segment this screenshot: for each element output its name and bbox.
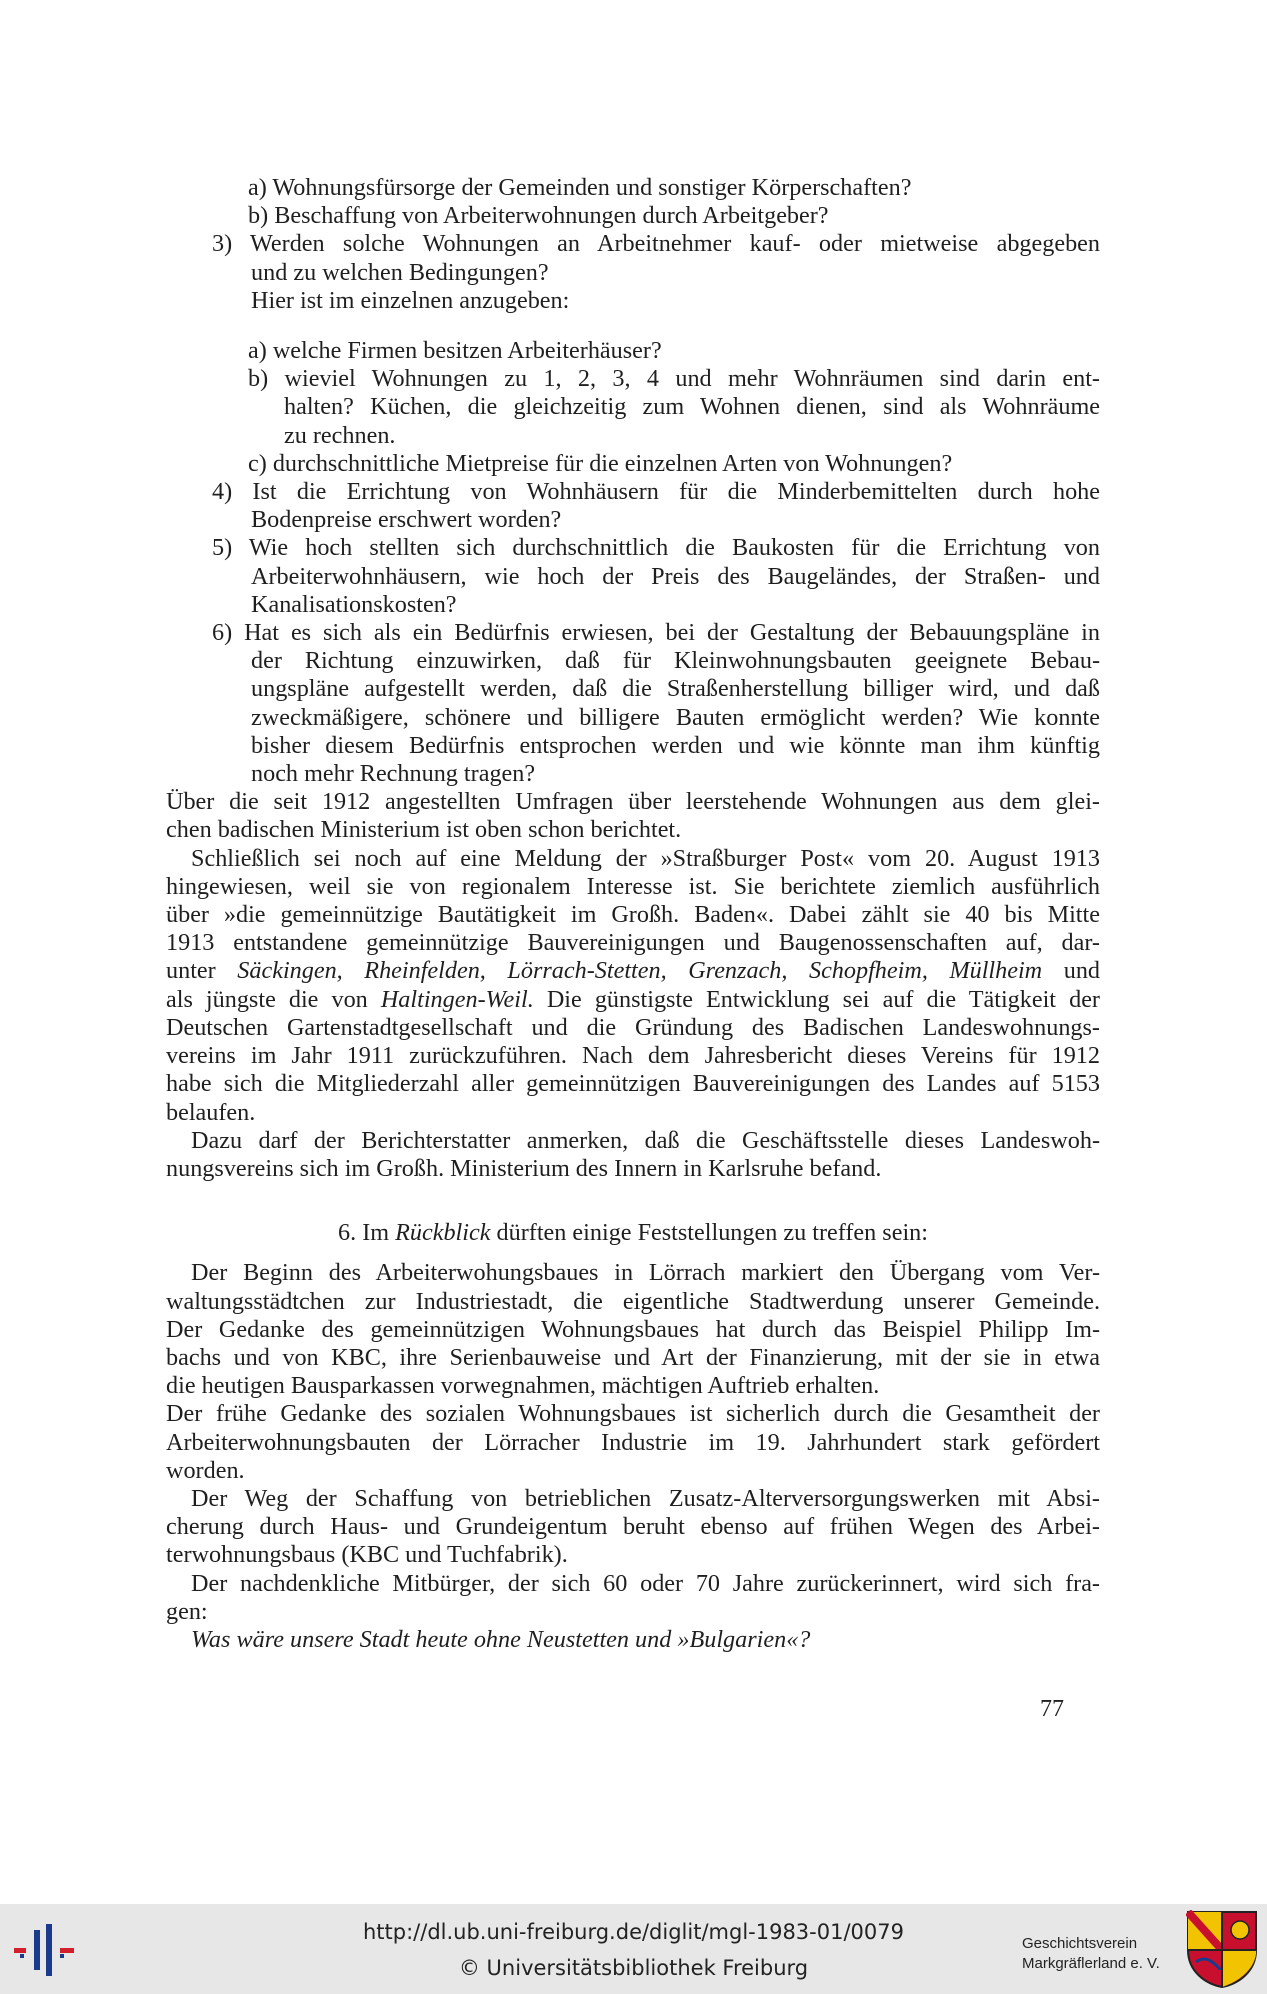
text-line: die heutigen Bausparkassen vorwegnahmen, mächtigen Auftrieb erhalten. — [166, 1372, 880, 1400]
spacer — [166, 1247, 1100, 1259]
coat-of-arms-icon — [1186, 1910, 1258, 1988]
text-line: der Richtung einzuwirken, daß für Kleinwohnungsbauten geeignete Bebau- — [251, 647, 1100, 675]
place-names: Säckingen, Rheinfelden, Lörrach-Stetten, Grenzach, Schopfheim, Müllheim — [237, 957, 1043, 985]
text-line: 4) Ist die Errichtung von Wohnhäusern für die Minderbemittelten durch hohe — [212, 478, 1100, 506]
association-name-line: Geschichtsverein — [1022, 1935, 1138, 1952]
text-line: belaufen. — [166, 1098, 256, 1126]
text-run: unter — [166, 957, 238, 985]
text-line: Der Beginn des Arbeiterwohungsbaues in Lörrach markiert den Übergang vom Ver- — [191, 1259, 1100, 1287]
text-line: halten? Küchen, die gleichzeitig zum Wohnen dienen, sind als Wohnräume — [284, 393, 1100, 421]
text-line: terwohnungsbaus (KBC und Tuchfabrik). — [166, 1541, 568, 1569]
text-run: 6. Im — [338, 1219, 396, 1247]
text-line: 5) Wie hoch stellten sich durchschnittlich die Baukosten für die Errichtung von — [212, 534, 1100, 562]
text-line: Der Gedanke des gemeinnützigen Wohnungsbaues hat durch das Beispiel Philipp Im- — [166, 1315, 1100, 1343]
section-heading — [166, 1219, 1100, 1247]
text-line: 1913 entstandene gemeinnützige Bauvereinigungen und Baugenossenschaften auf, dar- — [166, 929, 1100, 957]
text-line: bisher diesem Bedürfnis entsprochen werden und wie könnte man ihm künftig — [251, 731, 1100, 759]
heading-emphasis: Rückblick — [395, 1219, 491, 1247]
text-line: Bodenpreise erschwert worden? — [251, 506, 562, 534]
text-line: Hier ist im einzelnen anzugeben: — [251, 286, 570, 314]
text-line: Deutschen Gartenstadtgesellschaft und die Gründung des Badischen Landeswohnungs- — [166, 1013, 1100, 1041]
text-line: zu rechnen. — [284, 421, 396, 449]
text-line: b) wieviel Wohnungen zu 1, 2, 3, 4 und mehr Wohnräumen sind darin ent- — [248, 365, 1100, 393]
text-run: Die günstigste Entwicklung sei auf die Tätigkeit der — [533, 985, 1100, 1013]
text-line: worden. — [166, 1456, 245, 1484]
association-name — [1022, 1934, 1160, 1974]
text-line: habe sich die Mitgliederzahl aller gemeinnützigen Bauvereinigungen des Landes auf 5153 — [166, 1070, 1100, 1098]
text-line: 6) Hat es sich als ein Bedürfnis erwiesen, bei der Gestaltung der Bebauungspläne in — [212, 619, 1100, 647]
association-name-line: Markgräflerland e. V. — [1022, 1955, 1160, 1972]
text-line: und zu welchen Bedingungen? — [251, 258, 549, 286]
text-line: vereins im Jahr 1911 zurückzuführen. Nach dem Jahresbericht dieses Vereins für 1912 — [166, 1042, 1100, 1070]
text-line: Schließlich sei noch auf eine Meldung der »Straßburger Post« vom 20. August 1913 — [191, 844, 1100, 872]
copyright-text: © Universitätsbibliothek Freiburg — [458, 1956, 809, 1980]
text-run: dürften einige Feststellungen zu treffen sein: — [490, 1219, 928, 1247]
document-url-link[interactable]: http://dl.ub.uni-freiburg.de/diglit/mgl-1983-01/0079 — [362, 1920, 904, 1944]
text-line: waltungsstädtchen zur Industriestadt, die eigentliche Stadtwerdung unserer Gemeinde. — [166, 1287, 1100, 1315]
text-line: über »die gemeinnützige Bautätigkeit im Großh. Baden«. Dabei zählt sie 40 bis Mitte — [166, 901, 1100, 929]
text-line: c) durchschnittliche Mietpreise für die einzelnen Arten von Wohnungen? — [248, 449, 953, 477]
text-line: Der Weg der Schaffung von betrieblichen Zusatz-Alterversorgungswerken mit Absi- — [191, 1484, 1100, 1512]
text-line: cherung durch Haus- und Grundeigentum beruht ebenso auf frühen Wegen des Arbei- — [166, 1513, 1100, 1541]
text-line — [166, 1626, 1100, 1654]
closing-question: Was wäre unsere Stadt heute ohne Neustetten und »Bulgarien«? — [191, 1625, 811, 1653]
body-text — [166, 174, 1100, 1654]
spacer — [166, 315, 1100, 337]
text-line: nungsvereins sich im Großh. Ministerium des Innern in Karlsruhe befand. — [166, 1154, 882, 1182]
text-run: als jüngste die von — [166, 985, 381, 1013]
text-line: a) Wohnungsfürsorge der Gemeinden und sonstiger Körperschaften? — [248, 174, 912, 201]
text-line: Arbeiterwohnungsbauten der Lörracher Industrie im 19. Jahrhundert stark gefördert — [166, 1428, 1100, 1456]
spacer — [166, 1183, 1100, 1219]
text-line: Dazu darf der Berichterstatter anmerken, daß die Geschäftsstelle dieses Landeswoh- — [191, 1126, 1100, 1154]
viewer-footer — [0, 1904, 1267, 1994]
text-line: Der nachdenkliche Mitbürger, der sich 60 oder 70 Jahre zurückerinnert, wird sich fra- — [191, 1569, 1100, 1597]
text-line: chen badischen Ministerium ist oben schon berichtet. — [166, 816, 682, 844]
text-line: zweckmäßigere, schönere und billigere Bauten ermöglicht werden? Wie konnte — [251, 703, 1100, 731]
place-name: Haltingen-Weil. — [380, 985, 534, 1013]
text-line: 3) Werden solche Wohnungen an Arbeitnehmer kauf- oder mietweise abgegeben — [212, 230, 1100, 258]
text-line: hingewiesen, weil sie von regionalem Interesse ist. Sie berichtete ziemlich ausführlich — [166, 872, 1100, 900]
text-line: Der frühe Gedanke des sozialen Wohnungsbaues ist sicherlich durch die Gesamtheit der — [166, 1400, 1100, 1428]
text-line: ungspläne aufgestellt werden, daß die Straßenherstellung billiger wird, und daß — [251, 675, 1100, 703]
text-line: Arbeiterwohnhäusern, wie hoch der Preis des Baugeländes, der Straßen- und — [251, 562, 1100, 590]
page-number: 77 — [1040, 1696, 1064, 1722]
text-line: bachs und von KBC, ihre Serienbauweise und Art der Finanzierung, mit der sie in etwa — [166, 1343, 1100, 1371]
text-line: Kanalisationskosten? — [251, 590, 457, 618]
text-run: und — [1042, 957, 1101, 985]
text-line: gen: — [166, 1597, 208, 1625]
text-line — [166, 957, 1100, 985]
text-line — [166, 986, 1100, 1014]
text-line: noch mehr Rechnung tragen? — [251, 760, 536, 788]
text-line: b) Beschaffung von Arbeiterwohnungen durch Arbeitgeber? — [248, 202, 829, 230]
text-line: Über die seit 1912 angestellten Umfragen über leerstehende Wohnungen aus dem glei- — [166, 788, 1100, 816]
text-line: a) welche Firmen besitzen Arbeiterhäuser? — [248, 337, 662, 365]
